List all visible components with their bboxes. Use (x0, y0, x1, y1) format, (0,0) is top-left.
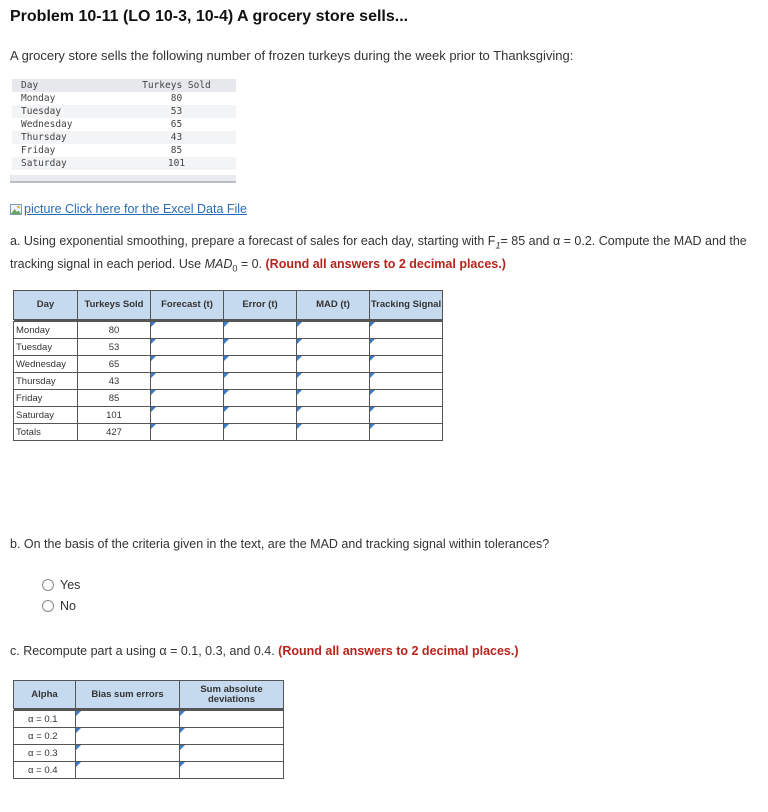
grid-row (14, 711, 284, 728)
row-day: Saturday (14, 407, 78, 424)
part-c-question: c. Recompute part a using α = 0.1, 0.3, and 0.4. (Round all answers to 2 decimal places.) (10, 644, 519, 658)
tracking-signal-input[interactable] (370, 390, 443, 407)
cell-day: Monday (21, 93, 56, 104)
row-day: Thursday (14, 373, 78, 390)
cell-day: Thursday (12, 131, 117, 144)
row-alpha: α = 0.3 (14, 745, 76, 762)
error-input[interactable] (224, 322, 297, 339)
error-input[interactable] (224, 373, 297, 390)
grid-header-tracking-signal: Tracking Signal (370, 291, 443, 320)
tracking-signal-input[interactable] (370, 407, 443, 424)
bias-sum-errors-input[interactable] (76, 728, 180, 745)
cell-sold: 65 (170, 119, 183, 130)
mad-input[interactable] (297, 322, 370, 339)
grid-header-error: Error (t) (224, 291, 297, 320)
table-row (12, 105, 236, 118)
problem-intro: A grocery store sells the following number of frozen turkeys during the week prior to Thanksgiving: (10, 48, 574, 63)
error-input[interactable] (224, 390, 297, 407)
part-b-question: b. On the basis of the criteria given in the text, are the MAD and tracking signal within tolerances? (10, 537, 550, 551)
grid-row (14, 728, 284, 745)
grid-row (14, 322, 443, 339)
error-input[interactable] (224, 407, 297, 424)
bias-sum-errors-input[interactable] (76, 711, 180, 728)
part-a-question: a. Using exponential smoothing, prepare a forecast of sales for each day, starting with $F_1= 85$ and α = 0.2. Compute the MAD and the tracking signal in each period. Use $MAD_0 = 0$. (Round all answers to 2 decimal places.) (10, 234, 747, 273)
row-alpha: α = 0.1 (14, 711, 76, 728)
forecast-input[interactable] (151, 373, 224, 390)
grid-header-bias-sum-errors: Bias sum errors (76, 681, 180, 709)
picture-icon (10, 204, 22, 215)
row-sold: 65 (78, 356, 151, 373)
excel-data-file-link[interactable] (10, 202, 247, 216)
sum-absolute-deviations-input[interactable] (180, 745, 284, 762)
forecast-input[interactable] (151, 390, 224, 407)
error-total-input[interactable] (224, 424, 297, 441)
grid-header-day: Day (14, 291, 78, 320)
horizontal-scrollbar[interactable] (10, 175, 236, 183)
row-alpha: α = 0.2 (14, 728, 76, 745)
tracking-signal-input[interactable] (370, 322, 443, 339)
table-row (12, 92, 236, 105)
mad-total-input[interactable] (297, 424, 370, 441)
radio-yes-label: Yes (60, 578, 81, 592)
radio-no[interactable] (42, 599, 76, 613)
sum-absolute-deviations-input[interactable] (180, 711, 284, 728)
grid-header-sum-absolute-deviations: Sum absolute deviations (180, 681, 284, 709)
row-sold: 85 (78, 390, 151, 407)
row-day: Monday (14, 322, 78, 339)
row-day: Totals (14, 424, 78, 441)
radio-no-label: No (60, 599, 76, 613)
cell-sold: 43 (117, 131, 236, 144)
row-sold: 80 (78, 322, 151, 339)
excel-link-label: picture Click here for the Excel Data File (24, 202, 248, 216)
radio-yes[interactable] (42, 578, 80, 592)
sum-absolute-deviations-input[interactable] (180, 728, 284, 745)
grid-header-alpha: Alpha (14, 681, 76, 709)
forecast-input[interactable] (151, 322, 224, 339)
table-row (12, 144, 236, 157)
alpha-answer-grid (13, 680, 284, 779)
table-row (12, 118, 236, 131)
forecast-input[interactable] (151, 407, 224, 424)
radio-circle-icon[interactable] (42, 600, 54, 612)
cell-sold: 101 (117, 157, 236, 170)
sum-absolute-deviations-input[interactable] (180, 762, 284, 779)
table-row (12, 157, 236, 170)
row-sold: 53 (78, 339, 151, 356)
forecast-input[interactable] (151, 339, 224, 356)
grid-header-mad: MAD (t) (297, 291, 370, 320)
mad-input[interactable] (297, 407, 370, 424)
row-day: Wednesday (14, 356, 78, 373)
error-input[interactable] (224, 339, 297, 356)
cell-day: Saturday (12, 157, 117, 170)
forecast-answer-grid (13, 290, 443, 441)
grid-row-totals (14, 424, 443, 441)
grid-row (14, 407, 443, 424)
cell-sold: 53 (117, 105, 236, 118)
grid-row (14, 762, 284, 779)
row-sold: 43 (78, 373, 151, 390)
turkey-data-table (12, 79, 236, 170)
column-header-day: Day (12, 79, 117, 92)
grid-row (14, 745, 284, 762)
row-day: Tuesday (14, 339, 78, 356)
bias-sum-errors-input[interactable] (76, 745, 180, 762)
tracking-signal-total-input[interactable] (370, 424, 443, 441)
tracking-signal-input[interactable] (370, 373, 443, 390)
grid-row (14, 390, 443, 407)
grid-header-turkeys-sold: Turkeys Sold (78, 291, 151, 320)
cell-day: Friday (21, 145, 56, 156)
bias-sum-errors-input[interactable] (76, 762, 180, 779)
grid-header-forecast: Forecast (t) (151, 291, 224, 320)
row-sold: 101 (78, 407, 151, 424)
mad-input[interactable] (297, 356, 370, 373)
error-input[interactable] (224, 356, 297, 373)
tracking-signal-input[interactable] (370, 356, 443, 373)
column-header-turkeys-sold: Turkeys Sold (117, 79, 236, 92)
tracking-signal-input[interactable] (370, 339, 443, 356)
grid-row (14, 373, 443, 390)
mad-input[interactable] (297, 390, 370, 407)
mad-input[interactable] (297, 339, 370, 356)
row-sold: 427 (78, 424, 151, 441)
forecast-total-input[interactable] (151, 424, 224, 441)
cell-sold: 85 (170, 145, 183, 156)
forecast-input[interactable] (151, 356, 224, 373)
row-alpha: α = 0.4 (14, 762, 76, 779)
table-row (12, 131, 236, 144)
cell-sold: 80 (170, 93, 183, 104)
grid-row (14, 339, 443, 356)
cell-day: Wednesday (21, 119, 73, 130)
page-title: Problem 10-11 (LO 10-3, 10-4) A grocery store sells... (10, 8, 409, 25)
radio-circle-icon[interactable] (42, 579, 54, 591)
row-day: Friday (14, 390, 78, 407)
cell-day: Tuesday (12, 105, 117, 118)
mad-input[interactable] (297, 373, 370, 390)
grid-row (14, 356, 443, 373)
